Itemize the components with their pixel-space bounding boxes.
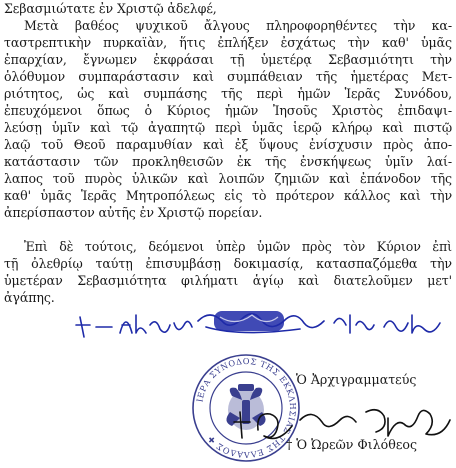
- body-line: ἀγάπης.: [4, 290, 55, 305]
- body-line: ἀπερίσπαστον αὐτῆς ἐν Χριστῷ πορείαν.: [4, 205, 263, 220]
- body-line: κατάστασιν τῶν προκληθεισῶν ἐκ τῆς ἐνσκήψεως ὑμῖν λαί-: [4, 154, 452, 169]
- body-line: ριότητος, ὡς καὶ συμπάσης τῆς περὶ ἡμῶν Ἱερᾶς Συνόδου,: [4, 86, 452, 101]
- body-line: ἐπαρχίαν, ἔγνωμεν ἐκφράσαι τῇ ὑμετέρᾳ Σεβασμιότητι τὴν: [4, 52, 452, 67]
- body-line: λεύσῃ ὑμῖν καὶ τῷ ἀγαπητῷ περὶ ὑμᾶς ἱερῷ κλήρῳ καὶ πιστῷ: [4, 120, 452, 135]
- secretary-name: † Ὁ Ὠρεῶν Φιλόθεος: [286, 437, 417, 452]
- body-line: ταστρεπτικὴν πυρκαϊὰν, ἥτις ἐπλήξεν ἐσχάτως τὴν καθ' ὑμᾶς: [4, 35, 452, 50]
- body-line: λαπος τοῦ πυρὸς ὑλικῶν καὶ λοιπῶν ζημιῶν καὶ ἐπάνοδον τῆς: [4, 171, 452, 186]
- body-line: ἐπευχόμενοι ὅπως ὁ Κύριος ἡμῶν Ἰησοῦς Χριστὸς ἐπιδαψι-: [4, 103, 452, 118]
- body-line: τῇ ὀλεθρίῳ ταύτῃ ἐπισυμβάσῃ δοκιμασίᾳ, κατασπαζόμεθα τὴν: [4, 256, 452, 271]
- body-line: Ἐπὶ δὲ τούτοις, δεόμενοι ὑπὲρ ὑμῶν πρὸς τὸν Κύριον ἐπὶ: [24, 239, 452, 254]
- body-line: λαῷ τοῦ Θεοῦ παραμυθίαν καὶ ἐξ ὕψους ἐνίσχυσιν πρὸς ἀπο-: [4, 137, 452, 152]
- secretary-title: Ὁ Ἀρχιγραμματεύς: [296, 372, 417, 387]
- signature-image: [0, 303, 456, 343]
- body-line: καθ' ὑμᾶς Ἱερᾶς Μητροπόλεως εἰς τὸ πρότερον κάλλος καὶ τὴν: [4, 188, 452, 203]
- svg-text:ΙΕΡΑ ΣΥΝΟΔΟΣ ΤΗΣ ΕΚΚΛΗΣΙΑΣ ΤΗΣ: ΙΕΡΑ ΣΥΝΟΔΟΣ ΤΗΣ ΕΚΚΛΗΣΙΑΣ ΤΗΣ ΕΛΛΑΔΟΣ ✚: [194, 355, 299, 461]
- body-line: ὁλόθυμον συμπαράστασιν καὶ συμπάθειαν τῆς ἡμετέρας Μετ-: [4, 69, 452, 84]
- salutation: Σεβασμιώτατε ἐν Χριστῷ ἀδελφέ,: [4, 1, 217, 16]
- body-line: Μετὰ βαθέος ψυχικοῦ ἄλγους πληροφορηθέντες τὴν κα-: [24, 18, 452, 33]
- body-line: ὑμετέραν Σεβασμιότητα φιλήματι ἁγίῳ καὶ διατελοῦμεν μετ': [4, 273, 452, 288]
